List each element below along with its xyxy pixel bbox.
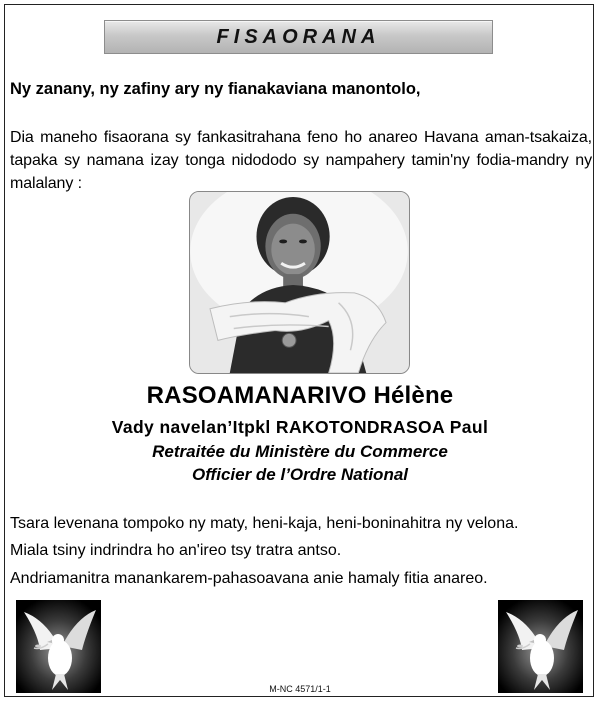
reference-code: M-NC 4571/1-1 xyxy=(269,684,331,694)
dove-icon xyxy=(498,600,583,693)
role-line-2: Officier de l’Ordre National xyxy=(191,465,409,484)
spouse-line: Vady navelan’Itpkl RAKOTONDRASOA Paul xyxy=(111,417,489,437)
closing-line-3: Andriamanitra manankarem-pahasoavana anie hamaly fitia anareo. xyxy=(10,570,488,587)
portrait-illustration xyxy=(190,192,409,373)
deceased-name: RASOAMANARIVO Hélène xyxy=(146,382,454,409)
closing-line-1: Tsara levenana tompoko ny maty, heni-kaja, heni-boninahitra ny velona. xyxy=(10,515,519,532)
intro-paragraph: Dia maneho fisaorana sy fankasitrahana feno ho anareo Havana aman-tsakaiza, tapaka sy namana izay tonga nidododo sy nampahery tamin'ny fodia-mandry ny malalany : xyxy=(10,129,592,192)
portrait-photo xyxy=(189,191,410,374)
greeting-text: Ny zanany, ny zafiny ary ny fianakaviana manontolo, xyxy=(10,80,421,98)
role-line-1: Retraitée du Ministère du Commerce xyxy=(152,442,448,461)
title-banner xyxy=(104,20,493,54)
notice-title: FISAORANA xyxy=(216,25,381,48)
closing-line-2: Miala tsiny indrindra ho an'ireo tsy tratra antso. xyxy=(10,542,342,559)
dove-icon xyxy=(16,600,101,693)
